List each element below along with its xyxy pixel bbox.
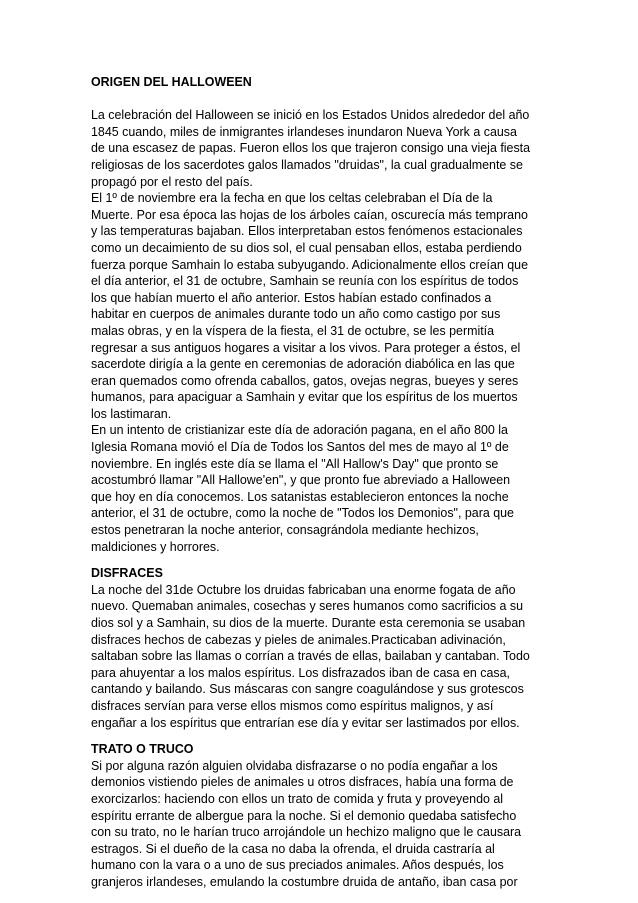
text-line: sacerdote dirigía a la gente en ceremonias de adoración diabólica en las que <box>91 357 515 372</box>
spacer <box>91 555 551 565</box>
text-line: dios sol y a Samhain, su dios de la muerte. Durante esta ceremonia se usaban <box>91 616 526 630</box>
text-line: religiosas de los sacerdotes galos llamados "druidas", la cual gradualmente se <box>91 157 523 172</box>
text-line: Iglesia Romana movió el Día de Todos los Santos del mes de mayo al 1º de <box>91 440 509 455</box>
section-heading-disfraces: DISFRACES <box>91 566 163 581</box>
text-line: estos penetraran la noche anterior, consagrándola mediante hechizos, <box>91 523 479 538</box>
text-line: disfraces servían para verse ellos mismos como espíritus malignos, y así <box>91 698 494 713</box>
text-line: y las temperaturas bajaban. Ellos interpretaban estos fenómenos estacionales <box>91 224 523 239</box>
text-line: engañar a los espíritus que entrarían ese día y evitar ser lastimados por ellos. <box>91 715 520 730</box>
text-line: En un intento de cristianizar este día de adoración pagana, en el año 800 la <box>91 423 508 438</box>
document-page <box>91 74 551 891</box>
text-line: como un decaimiento de su dios sol, el cual pensaban ellos, estaba perdiendo <box>91 240 522 255</box>
text-line: nuevo. Quemaban animales, cosechas y seres humanos como sacrificios a su <box>91 599 524 614</box>
text-line: demonios vistiendo pieles de animales u otros disfraces, había una forma de <box>91 775 514 790</box>
text-line: propagó por el resto del país. <box>91 174 253 189</box>
text-line: espíritu errante de albergue para la noche. Si el demonio quedaba satisfecho <box>91 808 517 823</box>
text-line: Muerte. Por esa época las hojas de los árboles caían, oscurecía más temprano <box>91 207 528 222</box>
text-line: Si por alguna razón alguien olvidaba disfrazarse o no podía engañar a los <box>91 758 498 773</box>
text-line: habitar en cuerpos de animales durante todo un año como castigo por sus <box>91 307 501 322</box>
section-body-trato-o-truco <box>91 758 551 891</box>
spacer <box>91 91 551 108</box>
text-line: La celebración del Halloween se inició en los Estados Unidos alrededor del año <box>91 108 530 123</box>
text-line: saltaban sobre las llamas o corrían a través de ellas, bailaban y cantaban. Todo <box>91 649 530 664</box>
document-title: ORIGEN DEL HALLOWEEN <box>91 75 252 89</box>
text-line: que hoy en día conocemos. Los satanistas establecieron entonces la noche <box>91 489 509 504</box>
text-line: noviembre. En inglés este día se llama el "All Hallow's Day" que pronto se <box>91 456 499 471</box>
text-line: humano con la vara o a uno de sus preciados animales. Años después, los <box>91 858 504 873</box>
text-line: los lastimaran. <box>91 406 172 421</box>
text-line: maldiciones y horrores. <box>91 539 220 554</box>
text-line: para ahuyentar a los malos espíritus. Los disfrazados iban de casa en casa, <box>91 665 510 680</box>
text-line: fuerza porque Samhain lo estaba subyugando. Adicionalmente ellos creían que <box>91 257 528 272</box>
text-line: El 1º de noviembre era la fecha en que los celtas celebraban el Día de la <box>91 191 493 206</box>
text-line: los que habían muerto el año anterior. Estos habían estado confinados a <box>91 290 492 305</box>
text-line: 1845 cuando, miles de inmigrantes irlandeses inundaron Nueva York a causa <box>91 124 517 139</box>
section-body-disfraces <box>91 582 551 731</box>
text-line: disfraces hechos de cabezas y pieles de animales.Practicaban adivinación, <box>91 632 506 647</box>
text-line: con su trato, no le harían truco arrojándole un hechizo maligno que le causara <box>91 825 522 840</box>
text-line: el día anterior, el 31 de octubre, Samhain se reunía con los espíritus de todos <box>91 274 519 289</box>
section-heading-trato-o-truco: TRATO O TRUCO <box>91 742 194 757</box>
intro-paragraph <box>91 107 551 555</box>
text-line: estragos. Si el dueño de la casa no daba la ofrenda, el druida castraría al <box>91 841 495 856</box>
spacer <box>91 731 551 741</box>
text-line: granjeros irlandeses, emulando la costumbre druida de antaño, iban casa por <box>91 874 518 889</box>
text-line: de una escasez de papas. Fueron ellos los que trajeron consigo una vieja fiesta <box>91 141 531 156</box>
text-line: anterior, el 31 de octubre, como la noche de "Todos los Demonios", para que <box>91 506 514 521</box>
text-line: cantando y bailando. Sus máscaras con sangre coagulándose y sus grotescos <box>91 682 524 697</box>
text-line: exorcizarlos: haciendo con ellos un trato de comida y fruta y proveyendo al <box>91 791 504 806</box>
text-line: La noche del 31de Octubre los druidas fabricaban una enorme fogata de año <box>91 582 516 597</box>
text-line: malas obras, y en la víspera de la fiesta, el 31 de octubre, se les permitía <box>91 323 495 338</box>
text-line: regresar a sus antiguos hogares a visitar a los vivos. Para proteger a éstos, el <box>91 340 521 355</box>
text-line: acostumbró llamar "All Hallowe'en", y que pronto fue abreviado a Halloween <box>91 473 511 488</box>
text-line: eran quemados como ofrenda caballos, gatos, ovejas negras, bueyes y seres <box>91 373 519 388</box>
text-line: humanos, para apaciguar a Samhain y evitar que los espíritus de los muertos <box>91 390 518 405</box>
